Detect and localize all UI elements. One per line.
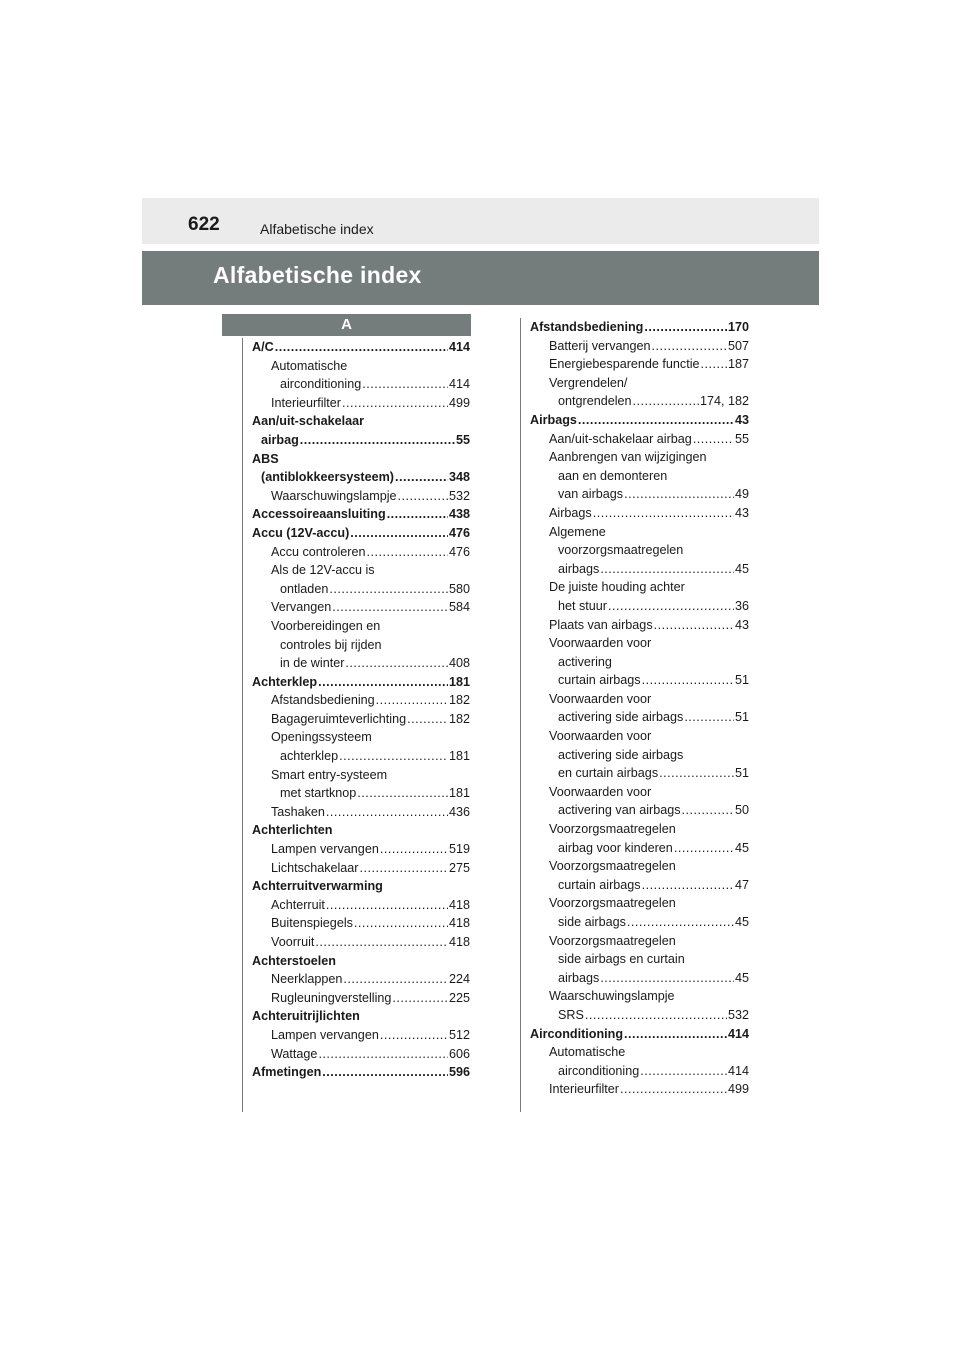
index-entry <box>252 431 470 450</box>
index-term: Bagageruimteverlichting <box>271 711 407 726</box>
index-entry <box>530 578 749 597</box>
index-term: Energiebesparende functie <box>549 357 700 372</box>
index-entry <box>252 784 470 803</box>
page-reference: 584 <box>448 600 470 615</box>
index-term: Afstandsbediening <box>271 693 375 708</box>
page-number: 622 <box>188 214 220 235</box>
index-entry <box>530 727 749 746</box>
leader-dots <box>642 876 734 895</box>
index-entry <box>530 839 749 858</box>
index-entry <box>530 634 749 653</box>
leader-dots <box>387 505 448 524</box>
leader-dots <box>654 616 734 635</box>
index-entry <box>252 952 470 971</box>
page-reference: 45 <box>734 840 749 855</box>
leader-dots <box>624 485 734 504</box>
index-term: airbags <box>558 970 600 985</box>
index-term: Accessoireaansluiting <box>252 507 386 522</box>
page-reference: 519 <box>448 842 470 857</box>
leader-dots <box>339 747 448 766</box>
leader-dots <box>392 989 448 1008</box>
index-entry <box>530 1006 749 1025</box>
index-term: van airbags <box>558 487 624 502</box>
index-entry <box>530 690 749 709</box>
index-term: SRS <box>558 1007 584 1022</box>
index-entry <box>252 636 470 655</box>
index-term: Waarschuwingslampje <box>271 488 397 503</box>
index-entry <box>252 1045 470 1064</box>
index-entry <box>252 859 470 878</box>
page-reference: 181 <box>448 786 470 801</box>
index-term: side airbags <box>558 915 626 929</box>
page-reference: 50 <box>734 803 749 818</box>
leader-dots <box>322 1063 448 1082</box>
index-entry <box>530 857 749 876</box>
index-entry <box>530 318 749 337</box>
index-term: Als de 12V-accu is <box>271 563 375 578</box>
leader-dots <box>360 859 448 878</box>
leader-dots <box>380 1026 448 1045</box>
leader-dots <box>318 673 448 692</box>
index-term: Airbags <box>549 505 592 520</box>
page-reference: 225 <box>448 990 470 1005</box>
index-term: met startknop <box>280 786 357 801</box>
index-entry <box>252 710 470 729</box>
index-term: en curtain airbags <box>558 766 659 781</box>
leader-dots <box>329 580 448 599</box>
index-entry <box>530 485 749 504</box>
index-term: Batterij vervangen <box>549 338 651 353</box>
page-reference: 51 <box>734 673 749 688</box>
index-term: Achterruitverwarming <box>252 879 383 894</box>
index-term: Vergrendelen/ <box>549 375 628 390</box>
leader-dots <box>644 318 727 337</box>
page-reference: 49 <box>734 487 749 502</box>
page-reference: 348 <box>448 470 470 485</box>
leader-dots <box>640 1062 727 1081</box>
leader-dots <box>407 710 448 729</box>
page-reference: 181 <box>448 674 470 689</box>
index-entry <box>530 876 749 895</box>
index-term: controles bij rijden <box>280 637 382 652</box>
index-entry <box>252 728 470 747</box>
index-entry <box>252 914 470 933</box>
index-entry <box>530 467 749 486</box>
header-band <box>142 198 819 244</box>
leader-dots <box>600 560 734 579</box>
index-entry <box>252 450 470 469</box>
index-entry <box>530 932 749 951</box>
leader-dots <box>693 430 734 449</box>
index-entry <box>252 989 470 1008</box>
index-term: ontladen <box>280 581 329 596</box>
leader-dots <box>357 784 448 803</box>
index-term: Achterklep <box>252 674 318 689</box>
section-letter-a: A <box>222 314 471 336</box>
index-term: Airconditioning <box>530 1026 624 1041</box>
page-reference: 45 <box>734 561 749 576</box>
index-entry <box>530 950 749 969</box>
index-entry <box>530 671 749 690</box>
index-term: A/C <box>252 340 274 354</box>
index-term: Aan/uit-schakelaar <box>252 414 364 429</box>
page-reference: 418 <box>448 935 470 949</box>
page-reference: 532 <box>448 488 470 503</box>
leader-dots <box>395 468 448 487</box>
index-entry <box>252 412 470 431</box>
index-term: achterklep <box>280 749 339 764</box>
index-entry <box>252 654 470 673</box>
index-entry <box>252 1007 470 1026</box>
page-reference: 414 <box>448 340 470 354</box>
leader-dots <box>354 914 448 933</box>
page-reference: 418 <box>448 916 470 931</box>
index-entry <box>252 803 470 822</box>
leader-dots <box>326 803 448 822</box>
leader-dots <box>367 543 448 562</box>
index-entry <box>530 430 749 449</box>
index-term: Automatische <box>549 1045 626 1060</box>
page-reference: 596 <box>448 1065 470 1080</box>
leader-dots <box>659 764 734 783</box>
index-term: Voorzorgsmaatregelen <box>549 822 676 837</box>
index-term: activering side airbags <box>558 710 684 725</box>
index-term: Voorwaarden voor <box>549 636 652 651</box>
index-term: Aanbrengen van wijzigingen <box>549 450 707 465</box>
index-term: Accu controleren <box>271 544 366 559</box>
page-reference: 414 <box>727 1063 749 1078</box>
index-term: side airbags en curtain <box>558 952 685 967</box>
leader-dots <box>652 337 727 356</box>
index-term: curtain airbags <box>558 673 641 688</box>
page-reference: 55 <box>455 432 470 447</box>
index-entry <box>530 1062 749 1081</box>
page-reference: 224 <box>448 972 470 987</box>
left-divider <box>242 338 243 1112</box>
index-column-left <box>252 338 470 1082</box>
index-entry <box>252 468 470 487</box>
index-entry <box>252 394 470 413</box>
index-entry <box>530 355 749 374</box>
leader-dots <box>275 338 448 357</box>
index-entry <box>530 913 749 932</box>
index-entry <box>530 653 749 672</box>
page-reference: 43 <box>734 412 749 427</box>
index-entry <box>530 560 749 579</box>
index-term: activering van airbags <box>558 803 681 818</box>
index-term: activering side airbags <box>558 747 684 762</box>
index-entry <box>252 840 470 859</box>
index-entry <box>252 747 470 766</box>
page-reference: 181 <box>448 749 470 764</box>
index-entry <box>252 821 470 840</box>
leader-dots <box>684 708 734 727</box>
index-entry <box>530 801 749 820</box>
page-reference: 182 <box>448 693 470 708</box>
page-reference: 187 <box>727 357 749 372</box>
index-entry <box>530 374 749 393</box>
index-entry <box>530 1025 749 1044</box>
running-title: Alfabetische index <box>260 221 374 237</box>
index-entry <box>530 783 749 802</box>
leader-dots <box>585 1006 727 1025</box>
page-reference: 476 <box>448 525 470 540</box>
index-entry <box>252 673 470 692</box>
index-entry <box>530 337 749 356</box>
index-entry <box>530 746 749 765</box>
page-reference: 499 <box>448 395 470 410</box>
index-entry <box>252 617 470 636</box>
leader-dots <box>343 970 448 989</box>
leader-dots <box>300 431 455 450</box>
page-reference: 414 <box>448 377 470 392</box>
leader-dots <box>624 1025 727 1044</box>
page-reference: 47 <box>734 877 749 892</box>
index-term: airconditioning <box>280 377 362 392</box>
page-title: Alfabetische index <box>213 262 422 288</box>
page-reference: 43 <box>734 505 749 520</box>
index-term: (antiblokkeersysteem) <box>261 470 394 485</box>
index-entry <box>530 987 749 1006</box>
page-reference: 51 <box>734 710 749 725</box>
index-term: Afmetingen <box>252 1065 322 1080</box>
page-reference: 55 <box>734 431 749 446</box>
index-entry <box>530 523 749 542</box>
page-reference: 606 <box>448 1046 470 1061</box>
page-reference: 499 <box>727 1082 749 1097</box>
index-term: Accu (12V-accu) <box>252 525 350 540</box>
index-term: Neerklappen <box>271 972 343 987</box>
page-reference: 438 <box>448 507 470 522</box>
page-reference: 418 <box>448 897 470 912</box>
index-entry <box>252 896 470 915</box>
index-term: activering <box>558 654 612 669</box>
index-term: Rugleuningverstelling <box>271 990 392 1005</box>
index-term: Voorbereidingen en <box>271 618 381 633</box>
page-reference: 476 <box>448 544 470 559</box>
index-term: De juiste houding achter <box>549 580 685 595</box>
index-term: Voorwaarden voor <box>549 729 652 744</box>
index-entry <box>252 524 470 543</box>
index-term: aan en demonteren <box>558 468 668 483</box>
index-entry <box>252 357 470 376</box>
leader-dots <box>380 840 448 859</box>
index-entry <box>252 1063 470 1082</box>
index-term: Interieurfilter <box>271 395 341 410</box>
index-term: Voorzorgsmaatregelen <box>549 933 676 948</box>
index-entry <box>530 597 749 616</box>
index-entry <box>530 448 749 467</box>
index-entry <box>252 877 470 896</box>
leader-dots <box>701 355 727 374</box>
leader-dots <box>318 1045 448 1064</box>
leader-dots <box>608 597 734 616</box>
page-reference: 45 <box>734 915 749 929</box>
index-term: airconditioning <box>558 1063 640 1078</box>
index-term: Aan/uit-schakelaar airbag <box>549 431 692 446</box>
index-entry <box>252 505 470 524</box>
index-term: Lampen vervangen <box>271 1027 379 1042</box>
index-term: Plaats van airbags <box>549 617 653 632</box>
page-reference: 43 <box>734 617 749 632</box>
leader-dots <box>342 394 448 413</box>
index-term: Voorwaarden voor <box>549 691 652 706</box>
index-term: Voorwaarden voor <box>549 784 652 799</box>
leader-dots <box>578 411 734 430</box>
index-term: Achterlichten <box>252 823 333 838</box>
index-entry <box>530 764 749 783</box>
index-term: Wattage <box>271 1046 318 1061</box>
leader-dots <box>376 691 448 710</box>
index-entry <box>252 598 470 617</box>
index-term: airbags <box>558 561 600 576</box>
index-term: Achteruitrijlichten <box>252 1009 360 1024</box>
index-entry <box>252 338 470 357</box>
leader-dots <box>362 375 448 394</box>
page-reference: 436 <box>448 804 470 819</box>
index-entry <box>530 1043 749 1062</box>
index-entry <box>530 392 749 411</box>
index-term: Vervangen <box>271 600 332 615</box>
index-entry <box>252 1026 470 1045</box>
page-reference: 174, 182 <box>699 394 749 409</box>
index-term: Smart entry-systeem <box>271 767 388 782</box>
index-term: voorzorgsmaatregelen <box>558 543 684 558</box>
index-entry <box>530 894 749 913</box>
index-term: airbag voor kinderen <box>558 840 673 855</box>
leader-dots <box>633 392 699 411</box>
index-entry <box>252 933 470 952</box>
index-term: Lichtschakelaar <box>271 860 359 875</box>
index-term: Tashaken <box>271 804 325 819</box>
index-term: ABS <box>252 451 279 466</box>
index-term: Automatische <box>271 358 348 373</box>
index-term: Voorzorgsmaatregelen <box>549 896 676 911</box>
index-term: Voorzorgsmaatregelen <box>549 859 676 874</box>
page-reference: 182 <box>448 711 470 726</box>
index-term: curtain airbags <box>558 877 641 892</box>
page-reference: 580 <box>448 581 470 596</box>
leader-dots <box>627 913 734 932</box>
index-term: Voorruit <box>271 935 315 949</box>
leader-dots <box>315 933 448 952</box>
leader-dots <box>326 896 448 915</box>
index-entry <box>530 504 749 523</box>
index-entry <box>530 1080 749 1099</box>
page-reference: 408 <box>448 656 470 671</box>
leader-dots <box>620 1080 727 1099</box>
leader-dots <box>593 504 734 523</box>
leader-dots <box>332 598 448 617</box>
leader-dots <box>350 524 448 543</box>
leader-dots <box>642 671 734 690</box>
index-entry <box>252 487 470 506</box>
index-entry <box>530 616 749 635</box>
page-reference: 512 <box>448 1027 470 1042</box>
leader-dots <box>682 801 734 820</box>
page-reference: 45 <box>734 970 749 985</box>
index-entry <box>530 708 749 727</box>
index-term: in de winter <box>280 656 345 671</box>
page-reference: 532 <box>727 1007 749 1022</box>
index-term: ontgrendelen <box>558 394 632 409</box>
index-term: Afstandsbediening <box>530 320 644 334</box>
page-reference: 414 <box>727 1026 749 1041</box>
index-term: Interieurfilter <box>549 1082 619 1097</box>
index-entry <box>252 543 470 562</box>
index-entry <box>530 969 749 988</box>
index-column-right <box>530 318 749 1099</box>
index-entry <box>530 541 749 560</box>
leader-dots <box>674 839 734 858</box>
index-entry <box>252 375 470 394</box>
index-term: Algemene <box>549 524 606 539</box>
index-term: Lampen vervangen <box>271 842 379 857</box>
index-entry <box>252 561 470 580</box>
page-reference: 275 <box>448 860 470 875</box>
index-term: het stuur <box>558 598 608 613</box>
index-entry <box>252 580 470 599</box>
index-term: Waarschuwingslampje <box>549 989 675 1004</box>
index-entry <box>252 691 470 710</box>
leader-dots <box>345 654 448 673</box>
index-entry <box>252 766 470 785</box>
leader-dots <box>600 969 734 988</box>
index-term: Achterstoelen <box>252 953 336 968</box>
index-term: Openingssysteem <box>271 730 372 745</box>
index-entry <box>252 970 470 989</box>
page-reference: 36 <box>734 598 749 613</box>
index-term: airbag <box>261 432 299 447</box>
middle-divider <box>520 318 521 1112</box>
index-term: Airbags <box>530 412 577 427</box>
index-term: Achterruit <box>271 897 325 912</box>
index-entry <box>530 411 749 430</box>
index-entry <box>530 820 749 839</box>
index-term: Buitenspiegels <box>271 916 353 931</box>
page-reference: 170 <box>727 320 749 334</box>
leader-dots <box>398 487 448 506</box>
page-reference: 51 <box>734 766 749 781</box>
page-reference: 507 <box>727 338 749 353</box>
